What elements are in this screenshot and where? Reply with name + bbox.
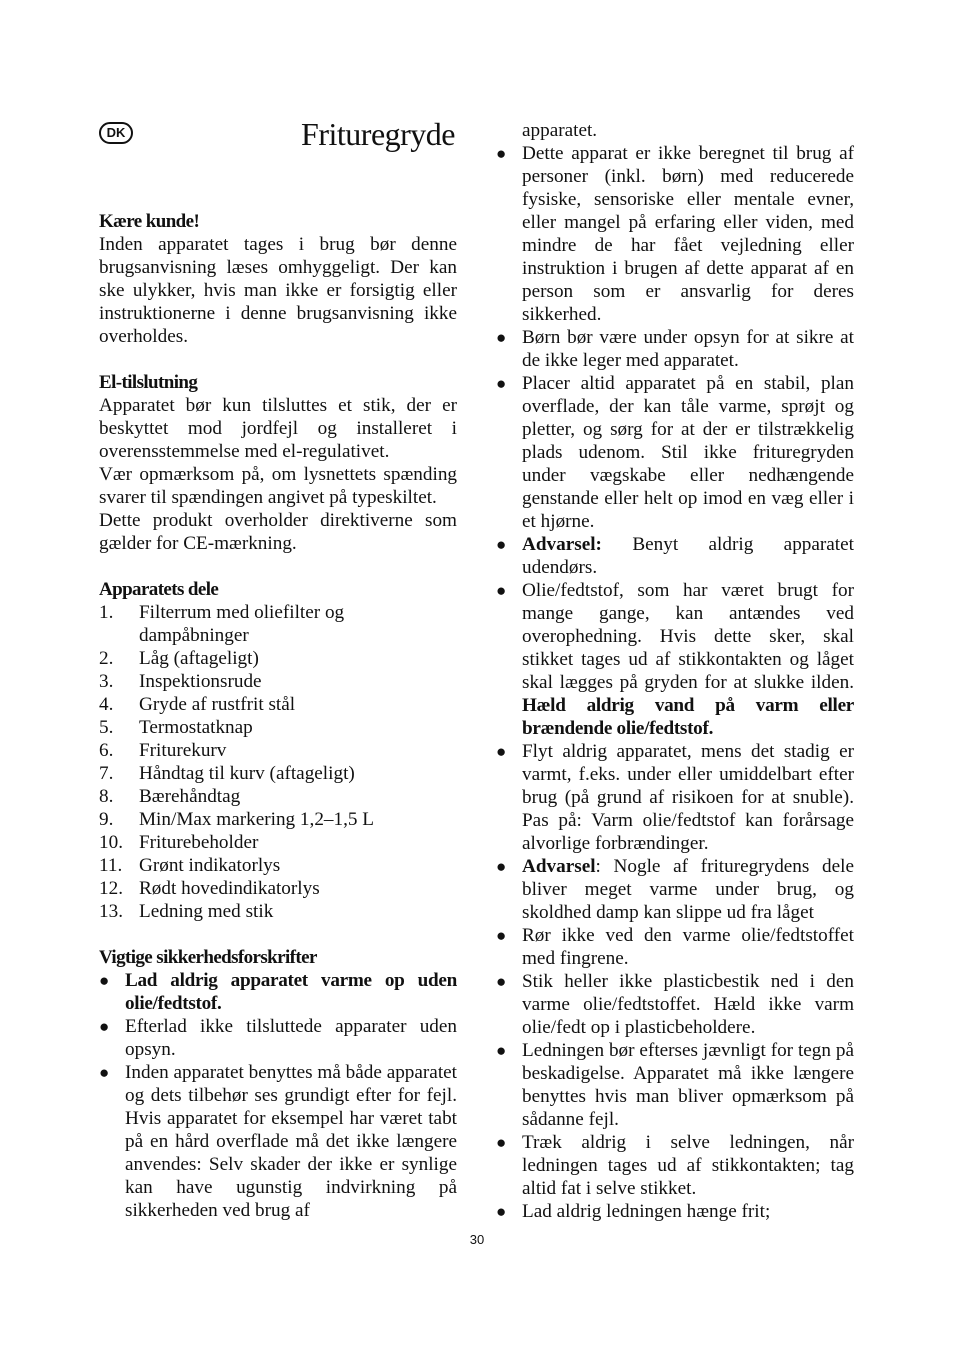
bullet-text: Rør ikke ved den varme olie/fedtstoffet med fingrene. — [522, 925, 854, 969]
list-item — [99, 808, 457, 831]
item-number: 10. — [99, 832, 123, 853]
bullet-icon: ● — [99, 1063, 110, 1082]
safety-list-left — [99, 969, 457, 1222]
item-text: Inspektionsrude — [139, 671, 262, 692]
language-badge: DK — [99, 122, 133, 144]
safety-list-right — [496, 142, 854, 1223]
list-item — [496, 372, 854, 533]
item-text: Termostatknap — [139, 717, 253, 738]
item-text: Ledning med stik — [139, 901, 274, 922]
el-paragraph-3: Dette produkt overholder direktiverne som gælder for CE-mærkning. — [99, 510, 457, 554]
bullet-text: Lad aldrig ledningen hænge frit; — [522, 1201, 771, 1222]
list-item — [496, 855, 854, 924]
list-item — [99, 831, 457, 854]
bullet-text: Børn bør være under opsyn for at sikre at de ikke leger med apparatet. — [522, 327, 854, 371]
item-text: Friturebeholder — [139, 832, 259, 853]
bullet-icon: ● — [496, 535, 507, 554]
item-number: 2. — [99, 648, 114, 669]
continued-text: apparatet. — [522, 120, 598, 141]
list-item — [99, 739, 457, 762]
list-item — [99, 693, 457, 716]
intro-heading: Kære kunde! — [99, 211, 200, 232]
list-item — [99, 1015, 457, 1061]
oil-warning-text: Olie/fedtstof, som har været brugt for mange gange, kan antændes ved overophedning. Hvis dette sker, skal stikket tages ud af stikkontakten og låget skal lægges på gryden for at slukke ilden. — [522, 580, 854, 693]
el-heading: El-tilslutning — [99, 372, 198, 393]
bullet-icon: ● — [496, 1202, 507, 1221]
item-number: 4. — [99, 694, 114, 715]
bullet-text — [522, 533, 854, 579]
item-number: 1. — [99, 602, 114, 623]
warning-label: Advarsel: — [522, 534, 602, 555]
bullet-text: Stik heller ikke plasticbestik ned i den varme olie/fedtstoffet. Hæld ikke varm olie/fedt op i plasticbeholdere. — [522, 971, 854, 1038]
bullet-icon: ● — [496, 1041, 507, 1060]
item-text: Håndtag til kurv (aftageligt) — [139, 763, 355, 784]
el-paragraph-2: Vær opmærksom på, om lysnettets spænding svarer til spændingen angivet på typeskiltet. — [99, 464, 457, 508]
bullet-text: Lad aldrig apparatet varme op uden olie/fedtstof. — [125, 970, 457, 1014]
item-number: 5. — [99, 717, 114, 738]
item-text: Grønt indikatorlys — [139, 855, 281, 876]
item-number: 9. — [99, 809, 114, 830]
parts-list — [99, 601, 457, 923]
list-item — [496, 1131, 854, 1200]
list-item — [496, 740, 854, 855]
list-item — [496, 579, 854, 740]
item-text: Friturekurv — [139, 740, 227, 761]
item-text: Bærehåndtag — [139, 786, 241, 807]
bullet-icon: ● — [496, 374, 507, 393]
item-number: 6. — [99, 740, 114, 761]
bullet-icon: ● — [496, 1133, 507, 1152]
list-item — [496, 924, 854, 970]
bullet-text — [522, 579, 854, 740]
list-item — [99, 969, 457, 1015]
bullet-icon: ● — [496, 857, 507, 876]
bullet-text — [522, 855, 854, 924]
bullet-icon: ● — [496, 328, 507, 347]
item-number: 13. — [99, 901, 123, 922]
bullet-icon: ● — [496, 742, 507, 761]
item-number: 12. — [99, 878, 123, 899]
list-item — [99, 900, 457, 923]
safety-heading: Vigtige sikkerhedsforskrifter — [99, 947, 317, 968]
el-paragraph-1: Apparatet bør kun tilsluttes et stik, der er beskyttet mod jordfejl og installeret i overensstemmelse med el-regulativet. — [99, 395, 457, 462]
right-column — [496, 119, 854, 1223]
item-text: Låg (aftageligt) — [139, 648, 259, 669]
list-item — [99, 716, 457, 739]
bullet-text: Ledningen bør efterses jævnligt for tegn på beskadigelse. Apparatet må ikke længere benyttes hvis man bliver opmærksom på sådanne fejl. — [522, 1040, 854, 1130]
warning-text: Benyt aldrig apparatet udendørs. — [522, 534, 854, 578]
page-number: 30 — [469, 1232, 485, 1247]
bullet-icon: ● — [496, 144, 507, 163]
list-item — [99, 877, 457, 900]
warning-text: : Nogle af frituregrydens dele bliver meget varme under brug, og skoldhed damp kan slippe ud fra låget — [522, 856, 854, 923]
item-number: 7. — [99, 763, 114, 784]
list-item — [99, 647, 457, 670]
bullet-icon: ● — [496, 972, 507, 991]
list-item — [496, 1039, 854, 1131]
item-number: 11. — [99, 855, 123, 876]
oil-warning-bold: Hæld aldrig vand på varm eller brændende olie/fedtstof. — [522, 695, 854, 739]
item-text: Filterrum med oliefilter og dampåbninger — [139, 602, 345, 646]
left-column — [99, 210, 457, 1222]
list-item — [99, 1061, 457, 1222]
bullet-text: Placer altid apparatet på en stabil, plan overflade, der kan tåle varme, sprøjt og pletter, og sørg for at der er tilstrækkelig plads udenom. Stil ikke frituregryden under vægskabe eller nedhængende genstande eller helt op imod en væg eller i et hjørne. — [522, 373, 854, 532]
warning-label: Advarsel — [522, 856, 596, 877]
bullet-text: Træk aldrig i selve ledningen, når ledningen tages ud af stikkontakten; tag altid fat i selve stikket. — [522, 1132, 854, 1199]
item-number: 3. — [99, 671, 114, 692]
list-item — [99, 854, 457, 877]
bullet-icon: ● — [496, 581, 507, 600]
list-item — [496, 970, 854, 1039]
parts-heading: Apparatets dele — [99, 579, 219, 600]
bullet-text: Flyt aldrig apparatet, mens det stadig er varmt, f.eks. under eller umiddelbart efter brug (på grund af risikoen for at snuble). Pas på: Varm olie/fedtstof kan forårsage alvorlige forbrændinger. — [522, 741, 854, 854]
item-text: Min/Max markering 1,2–1,5 L — [139, 809, 375, 830]
list-item — [99, 601, 457, 647]
item-text: Gryde af rustfrit stål — [139, 694, 296, 715]
list-item — [496, 326, 854, 372]
list-item — [99, 670, 457, 693]
list-item — [496, 533, 854, 579]
list-item — [496, 142, 854, 326]
bullet-text: Dette apparat er ikke beregnet til brug af personer (inkl. børn) med reducerede fysiske, sensoriske eller mentale evner, eller mangel på erfaring eller viden, med mindre de har fået vejledning eller instruktion i brugen af dette apparat af en person som er ansvarlig for deres sikkerhed. — [522, 143, 854, 325]
list-item — [496, 1200, 854, 1223]
item-number: 8. — [99, 786, 114, 807]
intro-text: Inden apparatet tages i brug bør denne brugsanvisning læses omhyggeligt. Der kan ske ulykker, hvis man ikke er forsigtig eller instruktionerne i denne brugsanvisning ikke overholdes. — [99, 234, 457, 347]
bullet-text: Inden apparatet benyttes må både apparatet og dets tilbehør ses grundigt efter for fejl. Hvis apparatet for eksempel har været tabt på en hård overflade må det ikke længere anvendes: Selv skader der ikke er synlige kan have ugunstig indvirkning på sikkerheden ved brug af — [125, 1062, 457, 1221]
bullet-icon: ● — [99, 1017, 110, 1036]
bullet-icon: ● — [99, 971, 110, 990]
bullet-text: Efterlad ikke tilsluttede apparater uden opsyn. — [125, 1016, 457, 1060]
bullet-icon: ● — [496, 926, 507, 945]
list-item — [99, 785, 457, 808]
list-item — [99, 762, 457, 785]
page-title: Frituregryde — [301, 116, 455, 152]
item-text: Rødt hovedindikatorlys — [139, 878, 320, 899]
